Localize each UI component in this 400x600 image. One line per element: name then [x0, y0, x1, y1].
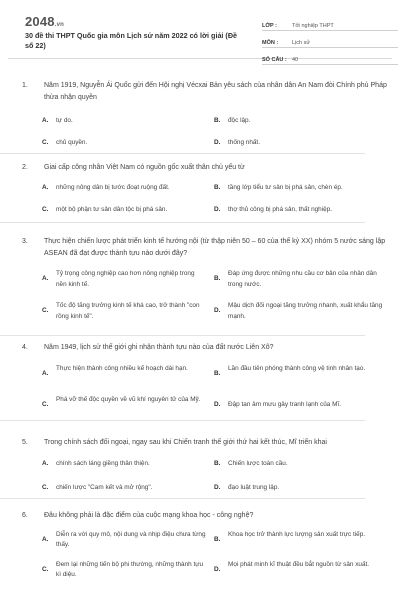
- question-divider: [0, 153, 365, 154]
- question-number: 4.: [22, 344, 28, 351]
- option-c[interactable]: [42, 483, 202, 494]
- question-item: [22, 162, 387, 213]
- option-text: tự do.: [56, 117, 73, 124]
- option-text: Mậu dịch đối ngoại tăng trưởng nhanh, xuất khẩu tăng mạnh.: [228, 302, 383, 320]
- option-c[interactable]: [42, 138, 202, 149]
- option-b[interactable]: [214, 269, 384, 290]
- option-text: thợ thủ công bị phá sản, thất nghiệp.: [228, 205, 333, 213]
- question-stem: Thực hiện chiến lược phát triển kinh tế hướng nội (từ thập niên 50 – 60 của thế kỷ XX) nhóm 5 nước sáng lập ASEAN đã đạt được thành tựu nào dưới đây?: [44, 238, 386, 257]
- option-text: một bộ phận tư sản dân tộc bị phá sản.: [56, 205, 168, 213]
- option-letter: A.: [42, 535, 49, 543]
- option-c[interactable]: [42, 205, 207, 216]
- meta-label: MÔN :: [262, 40, 279, 46]
- option-text: Diễn ra với quy mô, nội dung và nhịp điệu chưa từng thấy.: [56, 530, 206, 548]
- option-a[interactable]: [42, 459, 202, 470]
- option-letter: D.: [214, 139, 221, 146]
- question-item: [22, 437, 387, 491]
- option-d[interactable]: [214, 483, 384, 494]
- option-b[interactable]: [214, 459, 384, 470]
- option-text: những nông dân bị tước đoạt ruộng đất.: [56, 183, 170, 191]
- question-text: [22, 236, 387, 259]
- option-text: Thực hiện thành công nhiều kế hoạch dài hạn.: [56, 364, 188, 372]
- option-letter: A.: [42, 117, 49, 124]
- logo-text: 2048: [25, 14, 55, 29]
- option-letter: A.: [42, 183, 49, 191]
- page-header: [8, 0, 392, 63]
- question-text: [22, 342, 387, 354]
- option-c[interactable]: [42, 301, 202, 322]
- option-letter: B.: [214, 369, 221, 377]
- option-c[interactable]: [42, 395, 202, 406]
- option-text: tầng lớp tiểu tư sản bị phá sản, chèn ép.: [228, 183, 343, 191]
- option-text: Chiến lược toàn cầu.: [228, 459, 288, 467]
- question-divider: [0, 222, 365, 223]
- meta-row-class: [262, 14, 398, 31]
- option-text: Lần đầu tiên phóng thành công vệ tinh nhân tạo.: [228, 364, 366, 372]
- question-text: [22, 437, 387, 449]
- option-letter: A.: [42, 459, 49, 467]
- option-text: Đập tan âm mưu gây tranh lạnh của Mĩ.: [228, 400, 341, 408]
- question-item: [22, 510, 387, 578]
- meta-value: Lịch sử: [292, 40, 311, 46]
- option-letter: D.: [214, 565, 221, 573]
- question-item: [22, 342, 387, 408]
- option-text: Tỷ trọng công nghiệp cao hơn nông nghiệp trong nền kinh tế.: [56, 270, 195, 288]
- question-text: [22, 80, 387, 103]
- question-stem: Năm 1919, Nguyễn Ái Quốc gửi đến Hội nghị Vécxai Bản yêu sách của nhân dân An Nam đòi Chính phủ Pháp thừa nhận quyền: [44, 82, 387, 101]
- option-a[interactable]: [42, 183, 207, 194]
- option-b[interactable]: [214, 116, 384, 127]
- option-letter: D.: [214, 400, 221, 408]
- option-text: Tốc độ tăng trưởng kinh tế khá cao, trở thành "con rồng kinh tế".: [56, 302, 200, 320]
- option-letter: D.: [214, 307, 221, 314]
- option-letter: B.: [214, 459, 221, 467]
- question-stem: Đâu không phải là đặc điểm của cuộc mạng khoa học - công nghệ?: [44, 512, 254, 519]
- meta-label: SỐ CÂU :: [262, 57, 287, 63]
- option-letter: A.: [42, 369, 49, 377]
- site-logo[interactable]: [25, 14, 64, 29]
- option-letter: C.: [42, 205, 49, 213]
- question-number: 2.: [22, 164, 28, 171]
- question-number: 1.: [22, 82, 28, 89]
- option-text: Khoa học trở thành lực lượng sản xuất trực tiếp.: [228, 530, 366, 538]
- option-a[interactable]: [42, 269, 202, 290]
- option-text: thống nhất.: [228, 139, 260, 146]
- option-b[interactable]: [214, 183, 389, 194]
- option-a[interactable]: [42, 530, 207, 551]
- option-d[interactable]: [214, 400, 389, 411]
- option-text: chính sách láng giềng thân thiện.: [56, 459, 150, 467]
- option-a[interactable]: [42, 116, 202, 127]
- meta-value: 40: [292, 57, 299, 63]
- question-item: [22, 80, 387, 146]
- question-divider: [0, 420, 365, 421]
- question-number: 6.: [22, 512, 28, 519]
- logo-suffix: .vn: [54, 22, 65, 28]
- option-letter: C.: [42, 483, 49, 491]
- option-d[interactable]: [214, 301, 384, 322]
- question-stem: Trong chính sách đối ngoại, ngay sau khi Chiến tranh thế giới thứ hai kết thúc, Mĩ triển khai: [44, 439, 327, 446]
- option-text: chiến lược "Cam kết và mở rộng".: [56, 483, 153, 491]
- option-letter: C.: [42, 307, 49, 314]
- meta-row-subject: [262, 31, 398, 48]
- question-text: [22, 162, 387, 174]
- option-c[interactable]: [42, 560, 207, 581]
- document-title: 30 đề thi THPT Quốc gia môn Lịch sử năm 2022 có lời giải (Đề số 22): [25, 31, 238, 50]
- option-text: đạo luật trung lập.: [228, 483, 280, 491]
- option-text: Đáp ứng được những nhu cầu cơ bản của nhân dân trong nước.: [228, 270, 377, 288]
- option-text: Đem lại những tiến bộ phi thường, những thành tựu kì diệu.: [56, 560, 204, 578]
- question-text: [22, 510, 387, 522]
- option-b[interactable]: [214, 530, 384, 541]
- question-number: 3.: [22, 238, 28, 245]
- meta-value: Tốt nghiệp THPT: [292, 23, 334, 29]
- option-a[interactable]: [42, 364, 202, 375]
- option-d[interactable]: [214, 560, 384, 571]
- question-stem: Giai cấp công nhân Việt Nam có nguồn gốc xuất thân chủ yếu từ: [44, 164, 245, 171]
- option-letter: B.: [214, 535, 221, 543]
- option-text: Mọi phát minh kĩ thuật đều bắt nguồn từ sản xuất.: [228, 560, 370, 568]
- option-letter: C.: [42, 400, 49, 408]
- option-letter: C.: [42, 565, 49, 573]
- question-divider: [0, 498, 365, 499]
- option-d[interactable]: [214, 138, 384, 149]
- option-letter: B.: [214, 117, 221, 124]
- option-letter: B.: [214, 275, 221, 282]
- option-b[interactable]: [214, 364, 384, 375]
- question-divider: [0, 335, 365, 336]
- meta-row-count: [262, 48, 398, 65]
- question-number: 5.: [22, 439, 28, 446]
- question-stem: Năm 1949, lịch sử thế giới ghi nhận thành tựu nào của đất nước Liên Xô?: [44, 344, 274, 351]
- meta-label: LỚP :: [262, 23, 277, 29]
- option-text: chủ quyền.: [56, 139, 88, 146]
- option-d[interactable]: [214, 205, 389, 216]
- option-letter: B.: [214, 183, 221, 191]
- option-letter: C.: [42, 139, 49, 146]
- option-text: Phá vỡ thế độc quyền về vũ khí nguyên tử của Mỹ.: [56, 395, 201, 403]
- exam-meta: [262, 14, 398, 65]
- option-group: [42, 103, 387, 146]
- option-letter: D.: [214, 483, 221, 491]
- option-letter: D.: [214, 205, 221, 213]
- question-item: [22, 236, 387, 320]
- option-letter: A.: [42, 275, 49, 282]
- option-text: độc lập.: [228, 117, 251, 124]
